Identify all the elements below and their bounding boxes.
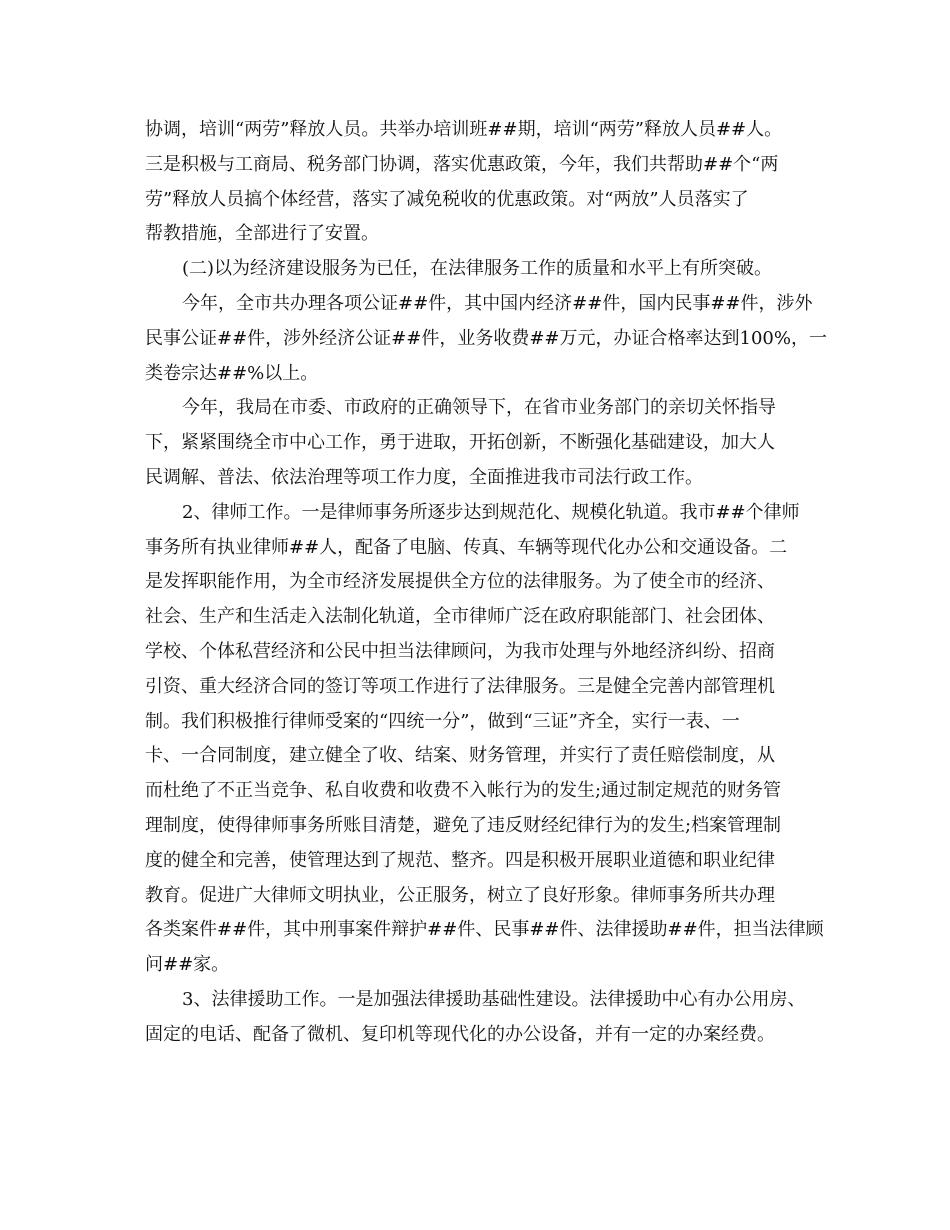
text-line: 劳”释放人员搞个体经营，落实了减免税收的优惠政策。对“两放”人员落实了 bbox=[145, 188, 749, 210]
text-line: 固定的电话、配备了微机、复印机等现代化的办公设备，并有一定的办案经费。 bbox=[145, 1023, 775, 1045]
text-line: 各类案件##件，其中刑事案件辩护##件、民事##件、法律援助##件，担当法律顾 bbox=[145, 919, 824, 941]
text-line: (二)以为经济建设服务为已任，在法律服务工作的质量和水平上有所突破。 bbox=[182, 258, 773, 280]
text-line: 度的健全和完善，使管理达到了规范、整齐。四是积极开展职业道德和职业纪律 bbox=[145, 849, 775, 871]
paragraph bbox=[145, 496, 824, 983]
text-line: 协调，培训“两劳”释放人员。共举办培训班##期，培训“两劳”释放人员##人。 bbox=[145, 119, 783, 140]
text-line: 下，紧紧围绕全市中心工作，勇于进取，开拓创新，不断强化基础建设，加大人 bbox=[145, 432, 775, 454]
text-line: 社会、生产和生活走入法制化轨道，全市律师广泛在政府职能部门、社会团体、 bbox=[145, 606, 775, 628]
text-line: 3、法律援助工作。一是加强法律援助基础性建设。法律援助中心有办公用房、 bbox=[182, 988, 806, 1010]
document-body bbox=[145, 113, 827, 1053]
text-line: 制。我们积极推行律师受案的“四统一分”，做到“三证”齐全，实行一表、一 bbox=[145, 710, 740, 732]
text-line: 2、律师工作。一是律师事务所逐步达到规范化、规模化轨道。我市##个律师 bbox=[182, 501, 800, 523]
paragraph bbox=[145, 287, 827, 391]
text-line: 引资、重大经济合同的签订等项工作进行了法律服务。三是健全完善内部管理机 bbox=[145, 675, 775, 697]
text-line: 学校、个体私营经济和公民中担当法律顾问，为我市处理与外地经济纠纷、招商 bbox=[145, 640, 775, 662]
text-line: 民调解、普法、依法治理等项工作力度，全面推进我市司法行政工作。 bbox=[145, 466, 703, 488]
text-line: 今年，全市共办理各项公证##件，其中国内经济##件，国内民事##件，涉外 bbox=[182, 292, 813, 314]
text-line: 类卷宗达##%以上。 bbox=[145, 362, 319, 384]
text-line: 卡、一合同制度，建立健全了收、结案、财务管理，并实行了责任赔偿制度，从 bbox=[145, 745, 775, 767]
paragraph bbox=[145, 113, 805, 252]
paragraph bbox=[145, 252, 805, 287]
text-line: 理制度，使得律师事务所账目清楚，避免了违反财经纪律行为的发生;档案管理制 bbox=[145, 814, 782, 836]
text-line: 问##家。 bbox=[145, 954, 230, 976]
text-line: 而杜绝了不正当竞争、私自收费和收费不入帐行为的发生;通过制定规范的财务管 bbox=[145, 780, 782, 802]
text-line: 民事公证##件，涉外经济公证##件，业务收费##万元，办证合格率达到100%，一 bbox=[145, 327, 827, 349]
paragraph bbox=[145, 391, 805, 495]
text-line: 帮教措施，全部进行了安置。 bbox=[145, 223, 379, 245]
text-line: 教育。促进广大律师文明执业，公正服务，树立了良好形象。律师事务所共办理 bbox=[145, 884, 775, 906]
text-line: 事务所有执业律师##人，配备了电脑、传真、车辆等现代化办公和交通设备。二 bbox=[145, 536, 788, 558]
text-line: 是发挥职能作用，为全市经济发展提供全方位的法律服务。为了使全市的经济、 bbox=[145, 571, 775, 593]
text-line: 三是积极与工商局、税务部门协调，落实优惠政策，今年，我们共帮助##个“两 bbox=[145, 153, 779, 175]
text-line: 今年，我局在市委、市政府的正确领导下，在省市业务部门的亲切关怀指导 bbox=[182, 397, 776, 419]
paragraph bbox=[145, 983, 805, 1053]
